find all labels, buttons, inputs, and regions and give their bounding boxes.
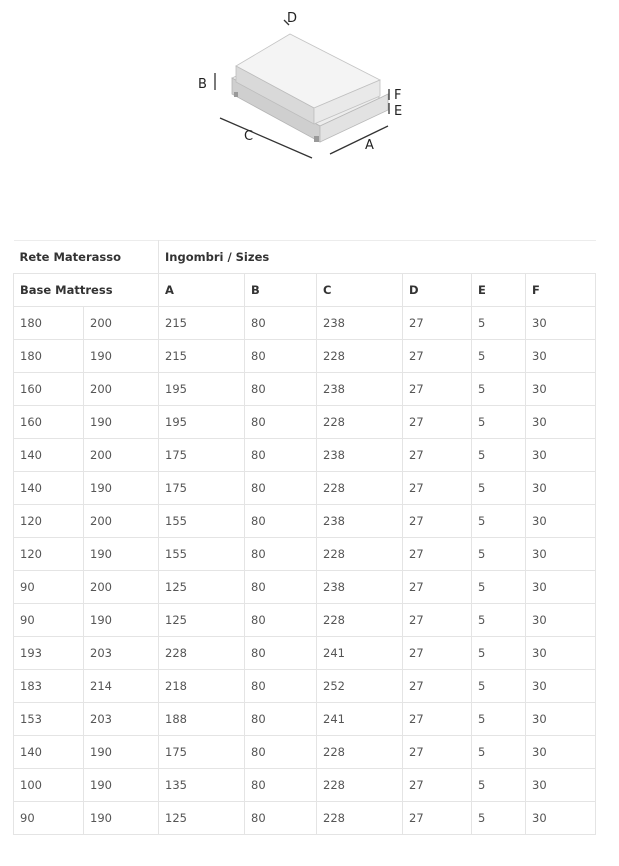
table-cell: 228 bbox=[317, 802, 403, 835]
table-cell: 200 bbox=[84, 439, 159, 472]
table-cell: 203 bbox=[84, 637, 159, 670]
table-cell: 27 bbox=[403, 670, 472, 703]
table-cell: 125 bbox=[159, 802, 245, 835]
table-cell: 5 bbox=[472, 802, 526, 835]
table-cell: 80 bbox=[245, 604, 317, 637]
bed-base-diagram bbox=[0, 0, 619, 200]
table-cell: 27 bbox=[403, 703, 472, 736]
table-cell: 228 bbox=[317, 769, 403, 802]
table-cell: 135 bbox=[159, 769, 245, 802]
table-cell: 80 bbox=[245, 637, 317, 670]
table-cell: 241 bbox=[317, 703, 403, 736]
table-row bbox=[14, 406, 596, 439]
table-cell: 5 bbox=[472, 505, 526, 538]
table-cell: 175 bbox=[159, 472, 245, 505]
table-cell: 90 bbox=[14, 604, 84, 637]
column-header-a: A bbox=[159, 274, 245, 307]
table-cell: 252 bbox=[317, 670, 403, 703]
label-f: F bbox=[394, 88, 402, 103]
table-row bbox=[14, 736, 596, 769]
table-cell: 160 bbox=[14, 373, 84, 406]
group-header-sizes: Ingombri / Sizes bbox=[159, 241, 596, 274]
table-cell: 215 bbox=[159, 340, 245, 373]
table-cell: 27 bbox=[403, 307, 472, 340]
table-cell: 238 bbox=[317, 505, 403, 538]
table-cell: 30 bbox=[526, 472, 596, 505]
table-cell: 190 bbox=[84, 769, 159, 802]
table-cell: 30 bbox=[526, 670, 596, 703]
table-cell: 238 bbox=[317, 307, 403, 340]
table-row bbox=[14, 670, 596, 703]
table-row bbox=[14, 373, 596, 406]
column-header-b: B bbox=[245, 274, 317, 307]
table-cell: 80 bbox=[245, 538, 317, 571]
table-cell: 5 bbox=[472, 769, 526, 802]
table-cell: 140 bbox=[14, 736, 84, 769]
table-cell: 238 bbox=[317, 373, 403, 406]
table-cell: 180 bbox=[14, 307, 84, 340]
table-cell: 120 bbox=[14, 538, 84, 571]
table-cell: 27 bbox=[403, 472, 472, 505]
table-cell: 228 bbox=[317, 736, 403, 769]
label-e: E bbox=[394, 104, 403, 119]
table-cell: 188 bbox=[159, 703, 245, 736]
table-cell: 5 bbox=[472, 670, 526, 703]
table-cell: 5 bbox=[472, 604, 526, 637]
table-cell: 27 bbox=[403, 604, 472, 637]
table-cell: 80 bbox=[245, 307, 317, 340]
table-cell: 190 bbox=[84, 538, 159, 571]
table-cell: 238 bbox=[317, 439, 403, 472]
table-row bbox=[14, 769, 596, 802]
table-cell: 5 bbox=[472, 637, 526, 670]
table-cell: 5 bbox=[472, 439, 526, 472]
table-cell: 228 bbox=[317, 472, 403, 505]
table-cell: 80 bbox=[245, 769, 317, 802]
label-a: A bbox=[365, 138, 374, 153]
table-cell: 30 bbox=[526, 439, 596, 472]
column-header-base: Base Mattress bbox=[14, 274, 159, 307]
table-cell: 30 bbox=[526, 340, 596, 373]
table-cell: 180 bbox=[14, 340, 84, 373]
table-cell: 218 bbox=[159, 670, 245, 703]
table-cell: 80 bbox=[245, 736, 317, 769]
table-cell: 228 bbox=[159, 637, 245, 670]
table-cell: 125 bbox=[159, 571, 245, 604]
table-cell: 190 bbox=[84, 736, 159, 769]
table-cell: 30 bbox=[526, 571, 596, 604]
table-row bbox=[14, 703, 596, 736]
table-cell: 80 bbox=[245, 802, 317, 835]
table-cell: 27 bbox=[403, 571, 472, 604]
sizes-table bbox=[13, 240, 596, 835]
table-cell: 80 bbox=[245, 670, 317, 703]
table-cell: 140 bbox=[14, 439, 84, 472]
table-cell: 183 bbox=[14, 670, 84, 703]
table-row bbox=[14, 571, 596, 604]
table-cell: 90 bbox=[14, 802, 84, 835]
table-cell: 30 bbox=[526, 736, 596, 769]
table-cell: 27 bbox=[403, 637, 472, 670]
table-cell: 241 bbox=[317, 637, 403, 670]
table-row bbox=[14, 604, 596, 637]
label-d: D bbox=[287, 11, 298, 26]
table-row bbox=[14, 505, 596, 538]
table-cell: 30 bbox=[526, 703, 596, 736]
table-cell: 30 bbox=[526, 505, 596, 538]
table-cell: 80 bbox=[245, 439, 317, 472]
table-cell: 27 bbox=[403, 538, 472, 571]
table-cell: 27 bbox=[403, 736, 472, 769]
table-cell: 5 bbox=[472, 307, 526, 340]
table-cell: 80 bbox=[245, 571, 317, 604]
table-cell: 175 bbox=[159, 439, 245, 472]
table-cell: 190 bbox=[84, 604, 159, 637]
table-cell: 5 bbox=[472, 703, 526, 736]
table-cell: 80 bbox=[245, 340, 317, 373]
table-cell: 238 bbox=[317, 571, 403, 604]
column-header-row bbox=[14, 274, 596, 307]
table-cell: 5 bbox=[472, 736, 526, 769]
column-header-c: C bbox=[317, 274, 403, 307]
table-cell: 5 bbox=[472, 406, 526, 439]
table-cell: 27 bbox=[403, 769, 472, 802]
table-cell: 228 bbox=[317, 538, 403, 571]
table-cell: 30 bbox=[526, 373, 596, 406]
table-cell: 228 bbox=[317, 340, 403, 373]
table-cell: 30 bbox=[526, 769, 596, 802]
table-cell: 27 bbox=[403, 373, 472, 406]
table-cell: 190 bbox=[84, 472, 159, 505]
table-cell: 190 bbox=[84, 802, 159, 835]
table-cell: 80 bbox=[245, 703, 317, 736]
table-cell: 215 bbox=[159, 307, 245, 340]
table-cell: 27 bbox=[403, 439, 472, 472]
column-header-e: E bbox=[472, 274, 526, 307]
table-cell: 80 bbox=[245, 406, 317, 439]
table-row bbox=[14, 472, 596, 505]
table-cell: 5 bbox=[472, 373, 526, 406]
table-cell: 80 bbox=[245, 505, 317, 538]
table-cell: 228 bbox=[317, 604, 403, 637]
group-header-row bbox=[14, 241, 596, 274]
table-cell: 200 bbox=[84, 307, 159, 340]
table-cell: 125 bbox=[159, 604, 245, 637]
table-cell: 193 bbox=[14, 637, 84, 670]
table-cell: 228 bbox=[317, 406, 403, 439]
table-row bbox=[14, 340, 596, 373]
table-cell: 203 bbox=[84, 703, 159, 736]
table-cell: 214 bbox=[84, 670, 159, 703]
table-cell: 140 bbox=[14, 472, 84, 505]
table-cell: 5 bbox=[472, 472, 526, 505]
table-cell: 30 bbox=[526, 802, 596, 835]
table-cell: 27 bbox=[403, 802, 472, 835]
table-row bbox=[14, 439, 596, 472]
table-row bbox=[14, 637, 596, 670]
table-cell: 5 bbox=[472, 538, 526, 571]
table-row bbox=[14, 802, 596, 835]
table-cell: 30 bbox=[526, 406, 596, 439]
table-cell: 80 bbox=[245, 472, 317, 505]
label-b: B bbox=[198, 77, 207, 92]
bed-base-illustration bbox=[0, 0, 619, 200]
table-cell: 175 bbox=[159, 736, 245, 769]
column-header-f: F bbox=[526, 274, 596, 307]
table-cell: 30 bbox=[526, 307, 596, 340]
table-cell: 155 bbox=[159, 505, 245, 538]
table-cell: 30 bbox=[526, 604, 596, 637]
table-cell: 120 bbox=[14, 505, 84, 538]
table-cell: 190 bbox=[84, 340, 159, 373]
column-header-d: D bbox=[403, 274, 472, 307]
table-cell: 30 bbox=[526, 637, 596, 670]
table-cell: 5 bbox=[472, 571, 526, 604]
table-cell: 160 bbox=[14, 406, 84, 439]
table-cell: 195 bbox=[159, 373, 245, 406]
table-cell: 155 bbox=[159, 538, 245, 571]
table-cell: 195 bbox=[159, 406, 245, 439]
table-cell: 153 bbox=[14, 703, 84, 736]
table-cell: 200 bbox=[84, 373, 159, 406]
table-row bbox=[14, 538, 596, 571]
table-cell: 27 bbox=[403, 406, 472, 439]
group-header-base: Rete Materasso bbox=[14, 241, 159, 274]
table-cell: 80 bbox=[245, 373, 317, 406]
table-cell: 190 bbox=[84, 406, 159, 439]
table-cell: 200 bbox=[84, 505, 159, 538]
table-cell: 27 bbox=[403, 505, 472, 538]
table-cell: 5 bbox=[472, 340, 526, 373]
table-cell: 27 bbox=[403, 340, 472, 373]
table-cell: 100 bbox=[14, 769, 84, 802]
table-cell: 30 bbox=[526, 538, 596, 571]
label-c: C bbox=[244, 129, 254, 144]
table-row bbox=[14, 307, 596, 340]
table-cell: 200 bbox=[84, 571, 159, 604]
table-cell: 90 bbox=[14, 571, 84, 604]
